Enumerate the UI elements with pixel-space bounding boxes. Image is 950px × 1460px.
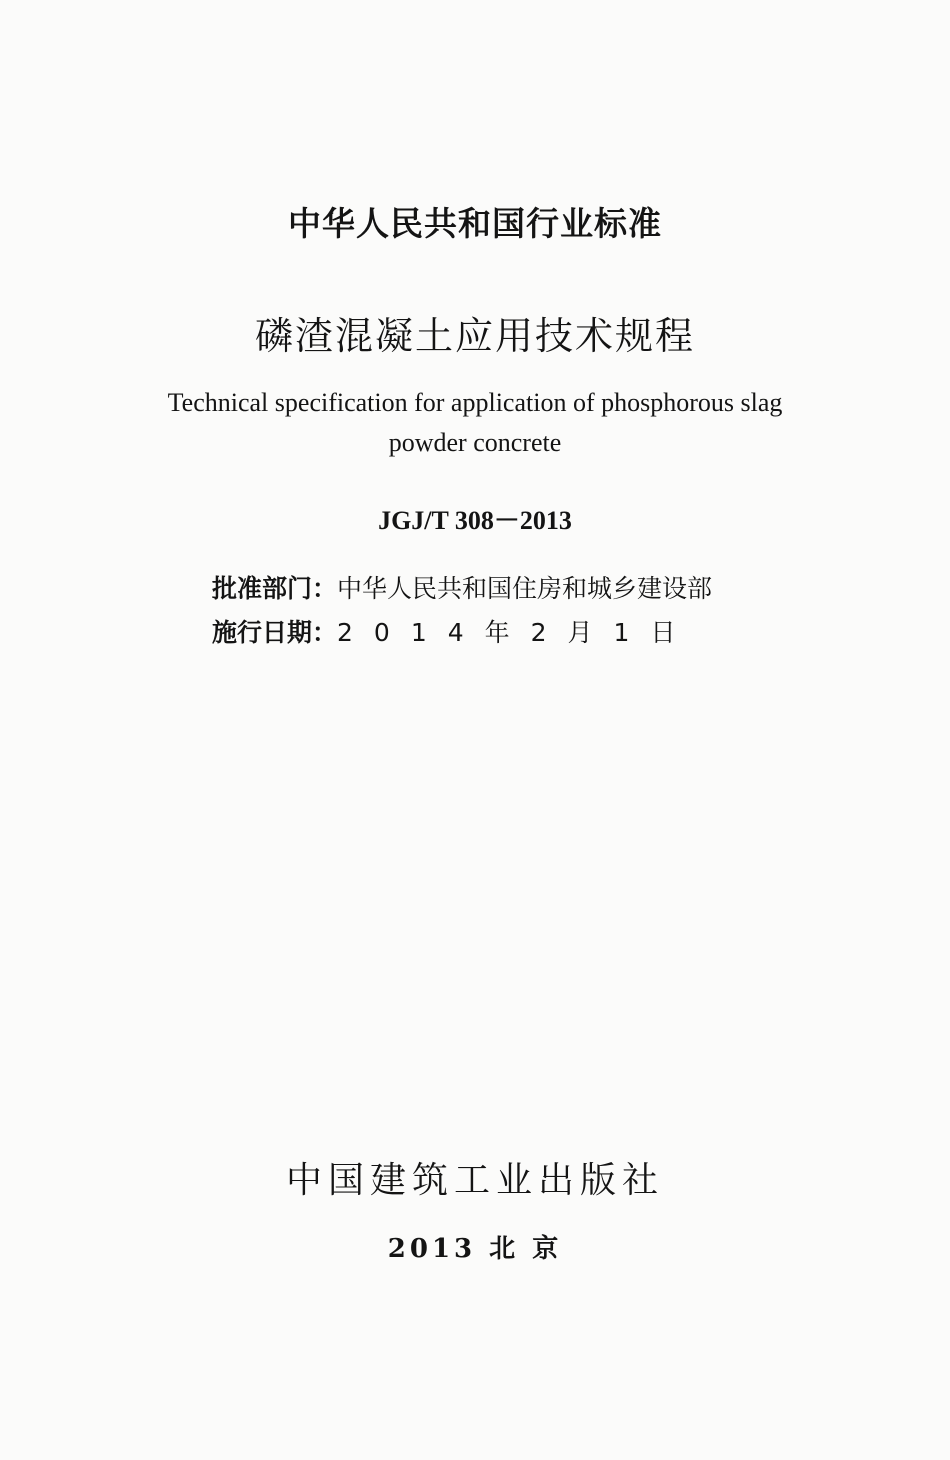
approval-row: [212, 565, 792, 609]
effective-date-row: [212, 609, 792, 653]
english-title-line-2: powder concrete: [388, 428, 562, 457]
chinese-title: 磷渣混凝土应用技术规程: [254, 314, 695, 358]
approval-value: 中华人民共和国住房和城乡建设部: [337, 574, 713, 603]
effective-date-label: 施行日期：: [212, 618, 338, 647]
english-title-line-1: Technical specification for application of phosphorous slag: [167, 388, 783, 417]
standard-code: JGJ/T 308－2013: [378, 506, 572, 535]
publication-year-place: 2013 北 京: [387, 1234, 563, 1264]
approval-info: [212, 565, 792, 653]
standard-type-heading: 中华人民共和国行业标准: [288, 204, 662, 243]
effective-date-value: 2014年2月1日: [337, 618, 697, 647]
approval-label: 批准部门：: [212, 574, 338, 603]
publisher-name: 中国建筑工业出版社: [285, 1160, 664, 1201]
